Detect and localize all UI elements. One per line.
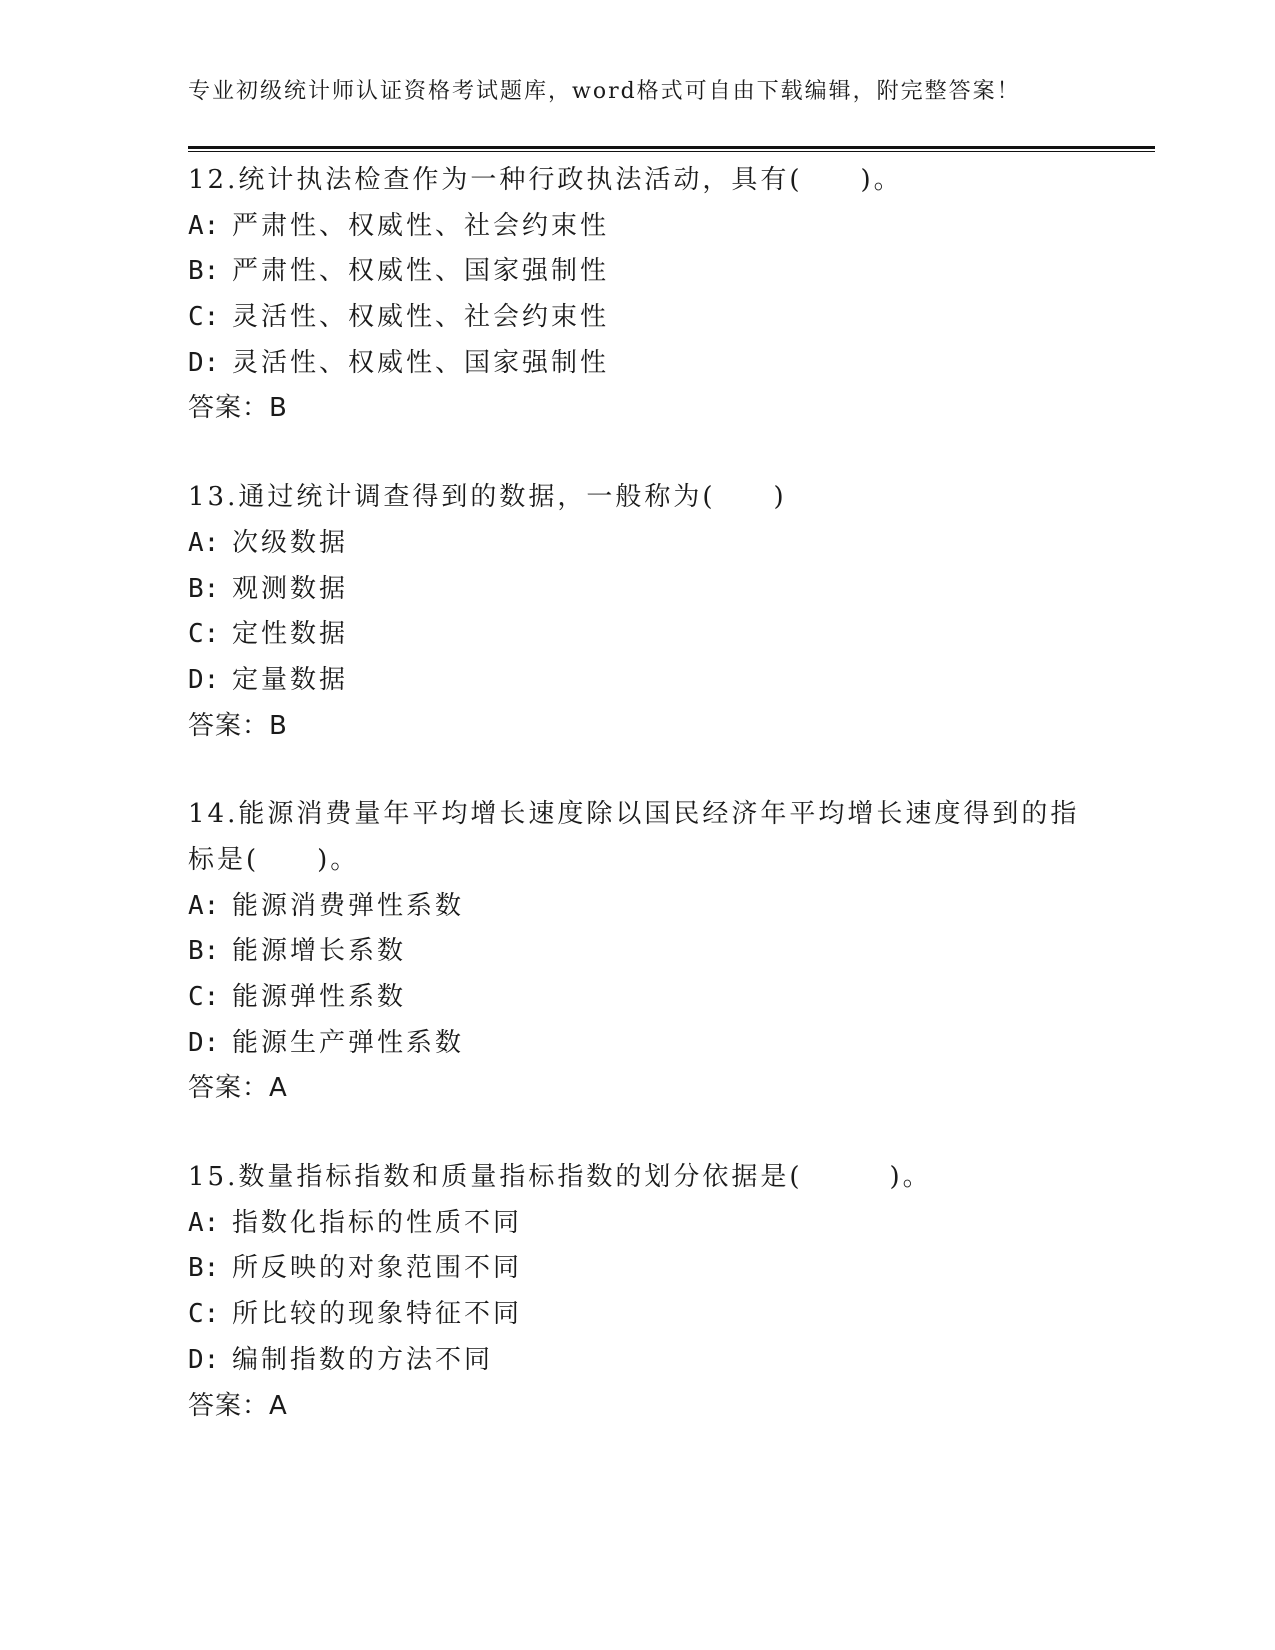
question-stem: 13.通过统计调查得到的数据，一般称为( ) — [188, 482, 787, 513]
option-text: 严肃性、权威性、国家强制性 — [232, 256, 610, 287]
question-stem: 14.能源消费量年平均增长速度除以国民经济年平均增长速度得到的指 — [188, 799, 1080, 830]
question-item — [188, 792, 1088, 1112]
option-letter: B: — [188, 573, 220, 604]
option-b — [188, 567, 1088, 613]
header-rule-thin — [188, 151, 1155, 152]
question-item — [188, 475, 1088, 749]
option-letter: D: — [188, 664, 220, 695]
option-d — [188, 341, 1088, 387]
option-b — [188, 249, 1088, 295]
option-letter: D: — [188, 1027, 220, 1058]
option-text: 严肃性、权威性、社会约束性 — [232, 210, 610, 241]
option-letter: D: — [188, 347, 220, 378]
option-c — [188, 1292, 1088, 1338]
option-d — [188, 1021, 1088, 1067]
option-letter: A: — [188, 1207, 220, 1238]
option-text: 定量数据 — [232, 664, 349, 695]
option-letter: B: — [188, 256, 220, 287]
option-letter: B: — [188, 1253, 220, 1284]
answer-line: 答案：A — [188, 1073, 288, 1104]
option-letter: A: — [188, 890, 220, 921]
question-item — [188, 1155, 1088, 1429]
option-text: 能源弹性系数 — [232, 982, 407, 1012]
option-letter: A: — [188, 527, 220, 558]
answer-line: 答案：A — [188, 1390, 288, 1421]
option-letter: C: — [188, 982, 220, 1012]
question-item — [188, 158, 1088, 432]
option-text: 编制指数的方法不同 — [232, 1344, 494, 1375]
header-rule-thick — [188, 146, 1155, 149]
option-b — [188, 1246, 1088, 1292]
option-a — [188, 1201, 1088, 1247]
question-list — [188, 158, 1088, 1472]
option-letter: C: — [188, 1299, 220, 1330]
option-letter: C: — [188, 619, 220, 650]
option-letter: B: — [188, 936, 220, 967]
option-text: 能源增长系数 — [232, 936, 407, 967]
option-c — [188, 295, 1088, 341]
option-text: 能源生产弹性系数 — [232, 1027, 465, 1058]
option-text: 观测数据 — [232, 573, 349, 604]
option-a — [188, 204, 1088, 250]
option-a — [188, 884, 1088, 930]
answer-line: 答案：B — [188, 393, 288, 424]
option-text: 所反映的对象范围不同 — [232, 1253, 523, 1284]
option-text: 灵活性、权威性、国家强制性 — [232, 347, 610, 378]
question-stem-continued: 标是( )。 — [188, 844, 360, 875]
option-a — [188, 521, 1088, 567]
option-text: 定性数据 — [232, 619, 349, 650]
page-header: 专业初级统计师认证资格考试题库，word格式可自由下载编辑，附完整答案！ — [188, 79, 1021, 104]
answer-line: 答案：B — [188, 710, 288, 741]
option-c — [188, 612, 1088, 658]
question-stem: 12.统计执法检查作为一种行政执法活动，具有( )。 — [188, 165, 903, 195]
option-text: 灵活性、权威性、社会约束性 — [232, 302, 610, 333]
option-letter: C: — [188, 302, 220, 333]
question-stem: 15.数量指标指数和质量指标指数的划分依据是( )。 — [188, 1162, 932, 1193]
option-letter: D: — [188, 1344, 220, 1375]
option-text: 次级数据 — [232, 527, 349, 558]
option-text: 指数化指标的性质不同 — [232, 1207, 523, 1238]
option-d — [188, 658, 1088, 704]
option-letter: A: — [188, 210, 220, 241]
option-text: 能源消费弹性系数 — [232, 890, 465, 921]
option-b — [188, 929, 1088, 975]
option-c — [188, 975, 1088, 1021]
option-d — [188, 1338, 1088, 1384]
option-text: 所比较的现象特征不同 — [232, 1299, 523, 1330]
